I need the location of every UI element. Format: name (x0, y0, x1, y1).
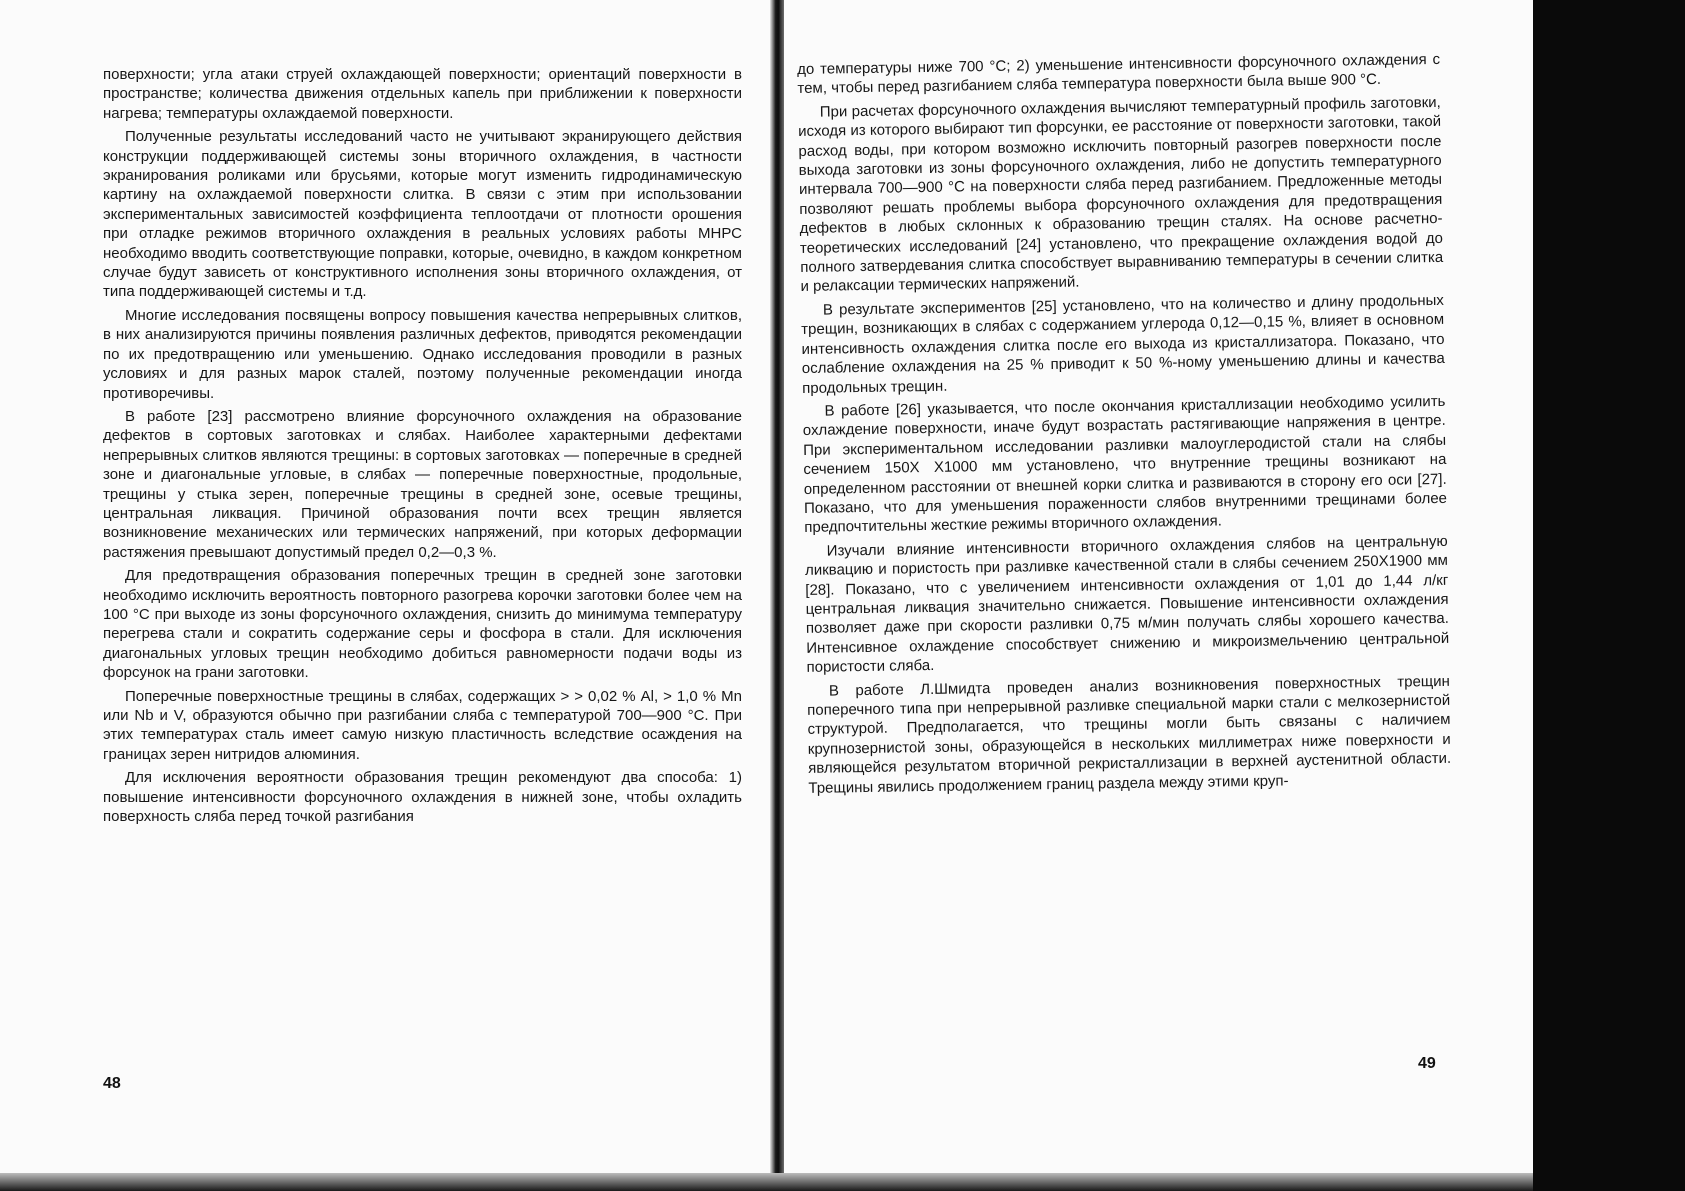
paragraph: В работе [23] рассмотрено влияние форсуночного охлаждения на образование дефектов в сортовых заготовках и слябах. Наиболее характерными дефектами непрерывных слитков являются трещины: в сортовых заготовках — поперечные в средней зоне и диагональные угловые, в слябах — поперечные поверхностные, продольные, трещины у стыка зерен, поперечные трещины в средней зоне, осевые трещины, центральная ликвация. Причиной образования почти всех трещин является возникновение механических или термических напряжений, при которых деформации растяжения превышают допустимый предел 0,2—0,3 %. (103, 407, 742, 561)
paragraph: Для предотвращения образования поперечных трещин в средней зоне заготовки необходимо исключить вероятность повторного разогрева корочки заготовки более чем на 100 °С при выходе из зоны форсуночного охлаждения, снизить до минимума температуру перегрева стали и сократить содержание серы и фосфора в стали. Для исключения диагональных угловых трещин необходимо добиться равномерности подачи воды из форсунок на грани заготовки. (103, 567, 742, 682)
scan-bottom-shadow (0, 1173, 1533, 1191)
paragraph: Для исключения вероятности образования трещин рекомендуют два способа: 1) повышение интенсивности форсуночного охлаждения в нижней зоне, чтобы охладить поверхность сляба перед точкой разгибания (103, 769, 742, 826)
paragraph: В работе [26] указывается, что после окончания кристаллизации необходимо усилить охлаждение поверхности, иначе будут возрастать растягивающие напряжения в центре. При экспериментальном исследовании разливки малоуглеродистой стали на слябы сечением 150X X1000 мм установлено, что внутренние трещины возникают на определенном расстоянии от внешней корки слитка и развиваются в сторону его оси [27]. Показано, что для уменьшения пораженности слябов внутренними трещинами более предпочтительны жесткие режимы вторичного охлаждения. (802, 392, 1448, 537)
paragraph: Поперечные поверхностные трещины в слябах, содержащих > > 0,02 % Al, > 1,0 % Mn или Nb и V, образуются обычно при разгибании сляба с температурой 700—900 °С. При этих температурах сталь имеет самую низкую пластичность вследствие осаждения на границах зерен нитридов алюминия. (103, 687, 742, 763)
paragraph: При расчетах форсуночного охлаждения вычисляют температурный профиль заготовки, исходя из которого выбирают тип форсунки, ее расстояние от поверхности заготовки, такой расход воды, при котором возможно исключить повторный разогрев поверхности после выхода заготовки из зоны форсуночного охлаждения, либо не допустить температурного интервала 700—900 °С на поверхности сляба перед разгибанием. Предложенные методы позволяют решать проблемы выбора форсуночного охлаждения для предотвращения дефектов в любых склонных к образованию трещин сталях. На основе расчетно-теоретических исследований [24] установлено, что прекращение охлаждения водой до полного затвердевания слитка способствует выравниванию температуры в сечении слитка и релаксации термических напряжений. (797, 93, 1444, 296)
book-spine (770, 0, 784, 1191)
paragraph: поверхности; угла атаки струей охлаждающей поверхности; ориентаций поверхности в пространстве; количества движения отдельных капель при приближении к поверхности нагрева; температуры охлаждаемой поверхности. (103, 66, 742, 122)
left-page-text (103, 65, 742, 830)
scan-black-edge (1533, 0, 1685, 1191)
paragraph: Изучали влияние интенсивности вторичного охлаждения слябов на центральную ликвацию и пористость при разливке качественной стали в слябы сечением 250X1900 мм [28]. Показано, что с увеличением интенсивности охлаждения от 1,01 до 1,44 л/кг центральная ликвация значительно снижается. Повышение интенсивности охлаждения позволяет даже при скорости разливки 0,75 м/мин получать слябы хорошего качества. Интенсивное охлаждение способствует снижению и микроизмельчению центральной пористости сляба. (804, 532, 1450, 677)
page-number-left: 48 (103, 1075, 121, 1092)
right-page-text (797, 50, 1452, 802)
paragraph: до температуры ниже 700 °С; 2) уменьшение интенсивности форсуночного охлаждения с тем, чтобы перед разгибанием сляба температура поверхности была выше 900 °С. (797, 50, 1441, 98)
paragraph: В результате экспериментов [25] установлено, что на количество и длину продольных трещин, возникающих в слябах с содержанием углерода 0,12—0,15 %, влияет в основном интенсивность охлаждения слитка после его выхода из кристаллизатора. Показано, что ослабление охлаждения на 25 % приводит к 50 %-ному уменьшению длины и качества продольных трещин. (801, 291, 1445, 397)
paragraph: Многие исследования посвящены вопросу повышения качества непрерывных слитков, в них анализируются причины появления различных дефектов, приводятся рекомендации по их предотвращению или уменьшению. Однако исследования проводили в разных условиях и для разных марок сталей, поэтому полученные рекомендации иногда противоречивы. (103, 306, 742, 402)
paragraph: Полученные результаты исследований часто не учитывают экранирующего действия конструкции поддерживающей системы зоны вторичного охлаждения, в частности экранирования роликами или брусьями, которые могут изменить гидродинамическую картину на охлаждаемой поверхности слитка. В связи с этим при использовании экспериментальных зависимостей коэффициента теплоотдачи от плотности орошения при отладке режимов вторичного охлаждения в реальных условиях работы МНРС необходимо вводить соответствующие поправки, которые, очевидно, в каждом конкретном случае будут зависеть от конструктивного исполнения зоны вторичного охлаждения, от типа поддерживающей системы и т.д. (103, 128, 742, 301)
page-number-right: 49 (1418, 1055, 1436, 1072)
paragraph: В работе Л.Шмидта проведен анализ возникновения поверхностных трещин поперечного типа при непрерывной разливке специальной марки стали с мелкозернистой структурой. Предполагается, что трещины могли быть связаны с наличием крупнозернистой зоны, образующейся в нескольких миллиметрах ниже поверхности и являющейся результатом вторичной рекристаллизации в верхней аустенитной области. Трещины явились продолжением границ раздела между этими круп- (807, 672, 1452, 797)
